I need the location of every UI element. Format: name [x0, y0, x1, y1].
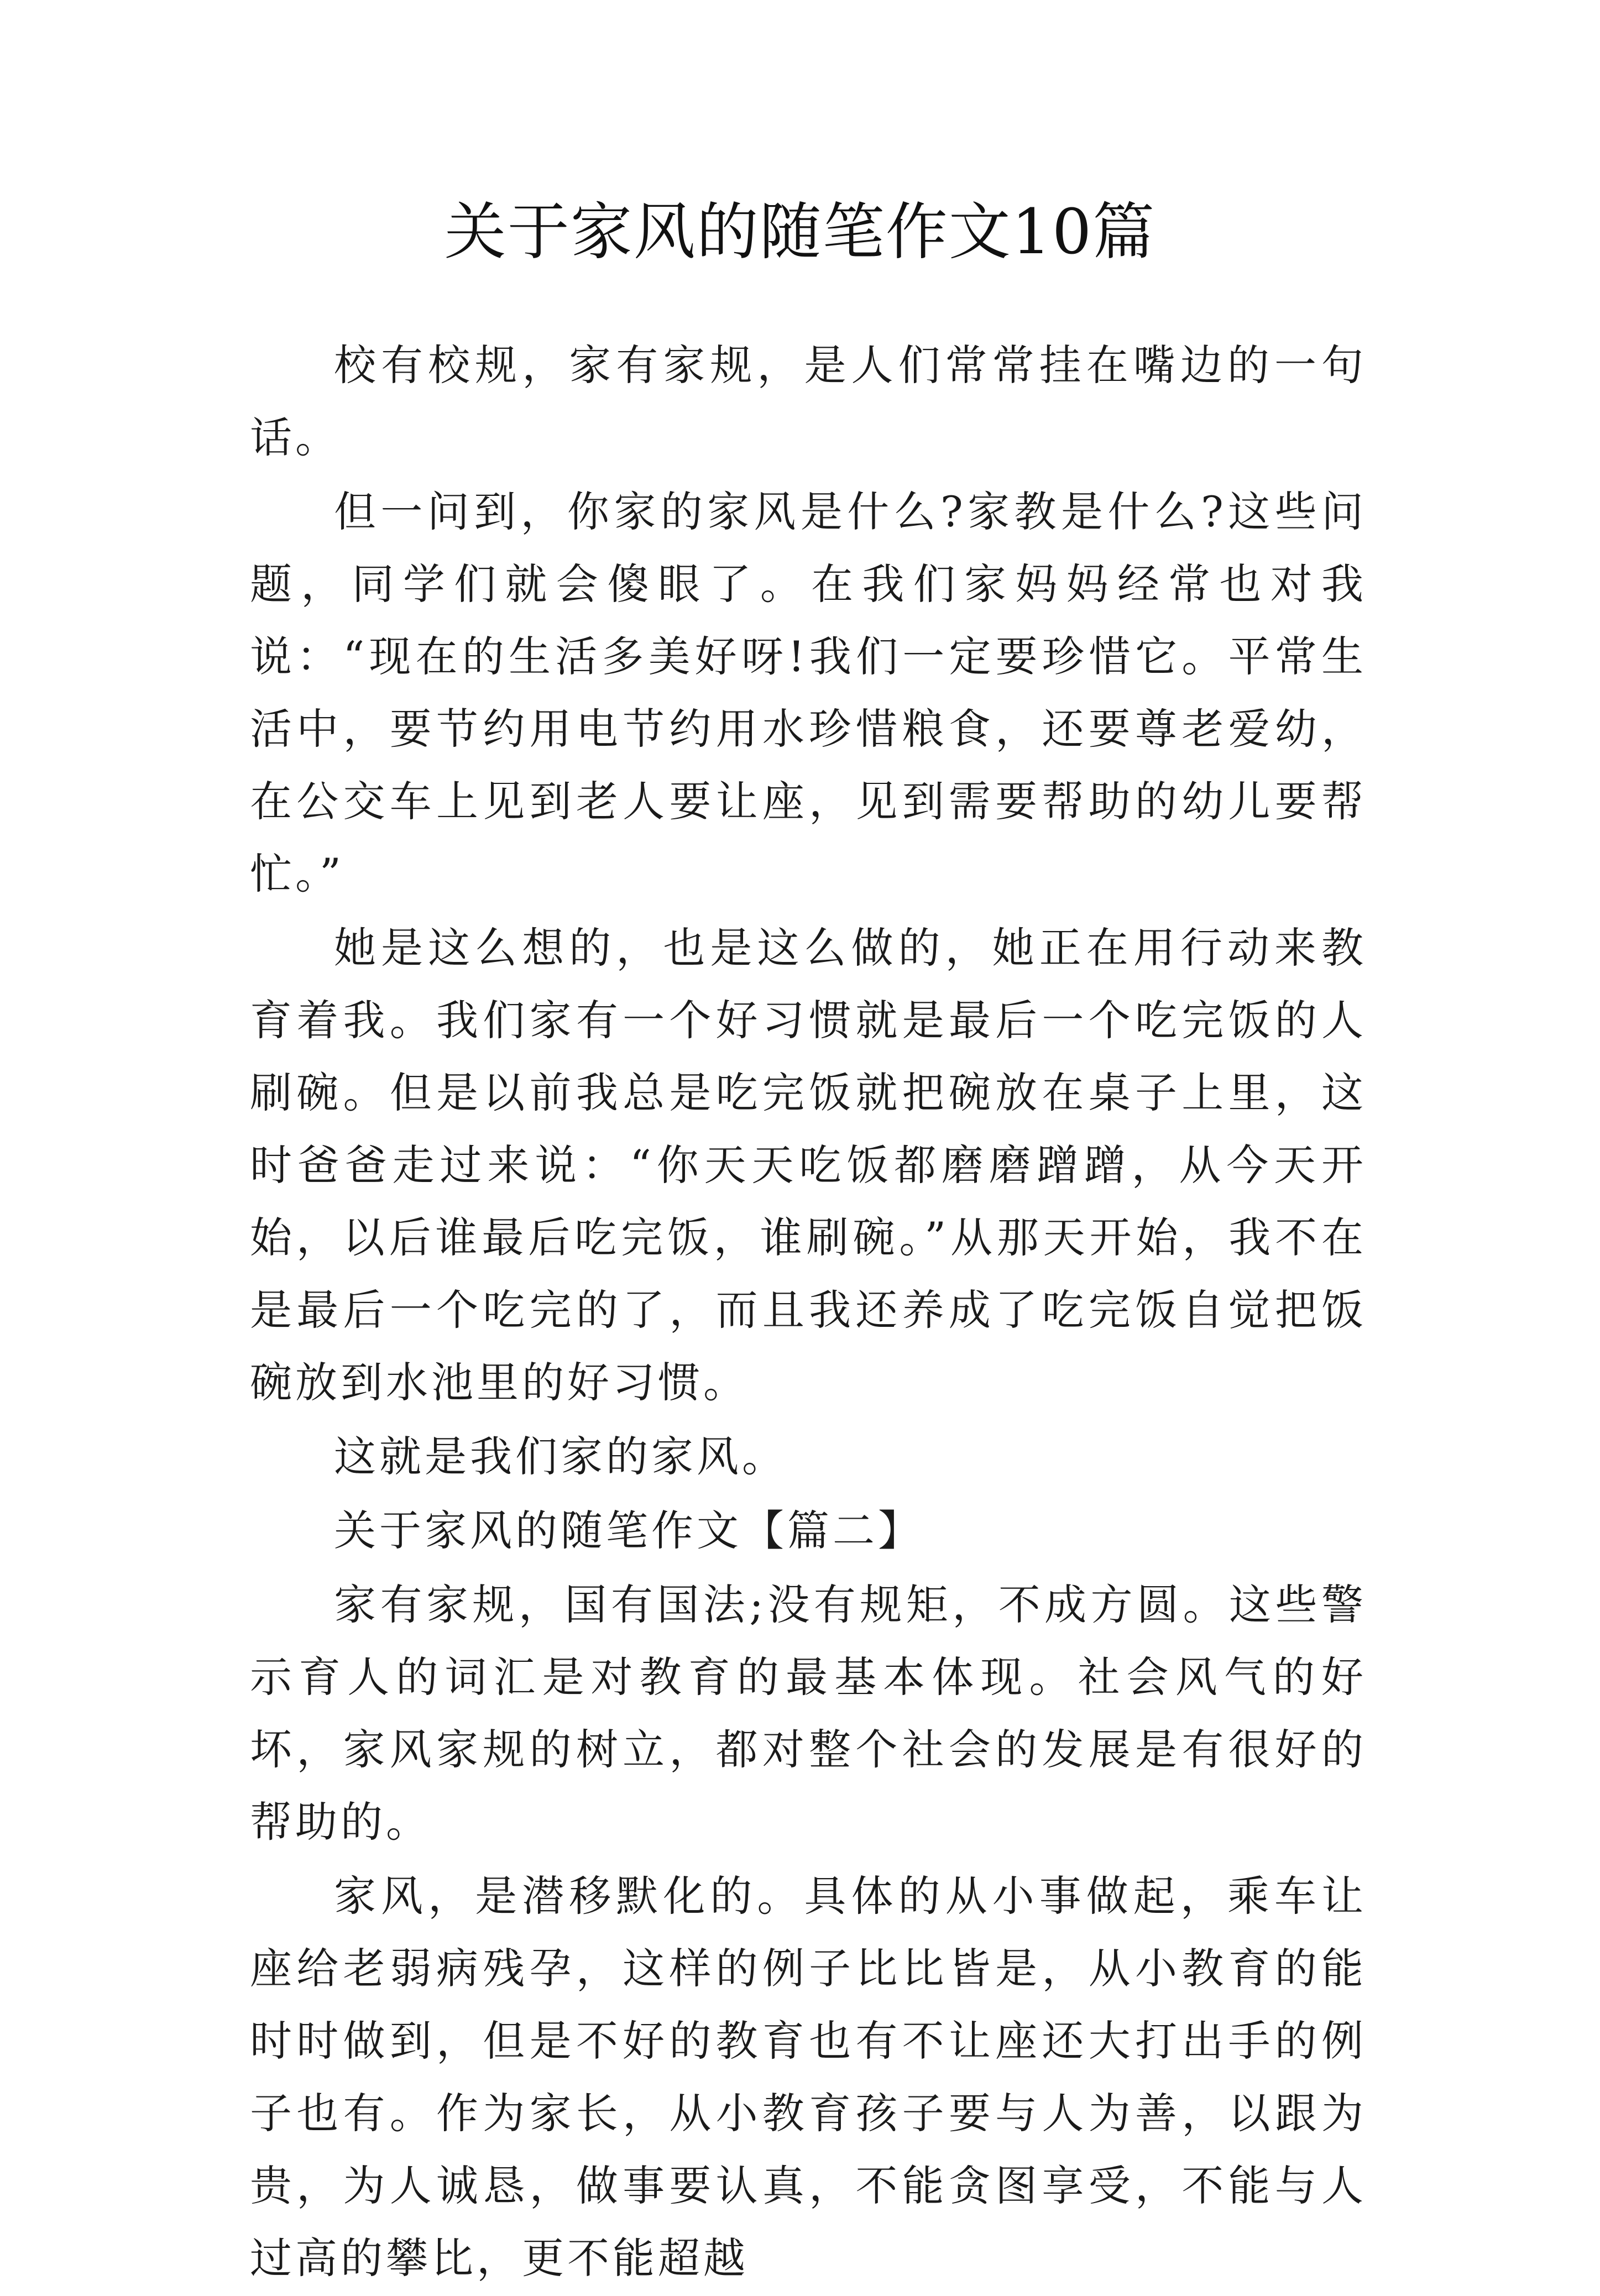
document-title: 关于家风的随笔作文10篇 [444, 196, 1156, 268]
section-heading: 关于家风的随笔作文【篇二】 [334, 1506, 923, 1555]
document-body [250, 329, 1367, 2296]
paragraph: 她是这么想的，也是这么做的，她正在用行动来教育着我。我们家有一个好习惯就是最后一个吃完饭的人刷碗。但是以前我总是吃完饭就把碗放在桌子上里，这时爸爸走过来说：“你天天吃饭都磨磨蹭蹭，从今天开始，以后谁最后吃完饭，谁刷碗。”从那天开始，我不在是最后一个吃完的了，而且我还养成了吃完饭自觉把饭碗放到水池里的好习惯。 [250, 923, 1367, 1407]
paragraph: 家有家规，国有国法;没有规矩，不成方圆。这些警示育人的词汇是对教育的最基本体现。社会风气的好坏，家风家规的树立，都对整个社会的发展是有很好的帮助的。 [250, 1580, 1367, 1847]
paragraph: 家风，是潜移默化的。具体的从小事做起，乘车让座给老弱病残孕，这样的例子比比皆是，从小教育的能时时做到，但是不好的教育也有不让座还大打出手的例子也有。作为家长，从小教育孩子要与人为善，以跟为贵，为人诚恳，做事要认真，不能贪图享受，不能与人过高的攀比，更不能超越 [250, 1871, 1367, 2283]
paragraph: 但一问到，你家的家风是什么?家教是什么?这些问题，同学们就会傻眼了。在我们家妈妈经常也对我说：“现在的生活多美好呀!我们一定要珍惜它。平常生活中，要节约用电节约用水珍惜粮食，还要尊老爱幼，在公交车上见到老人要让座，见到需要帮助的幼儿要帮忙。” [250, 487, 1367, 898]
paragraph: 校有校规，家有家规，是人们常常挂在嘴边的一句话。 [250, 341, 1367, 462]
paragraph: 这就是我们家的家风。 [334, 1432, 787, 1481]
